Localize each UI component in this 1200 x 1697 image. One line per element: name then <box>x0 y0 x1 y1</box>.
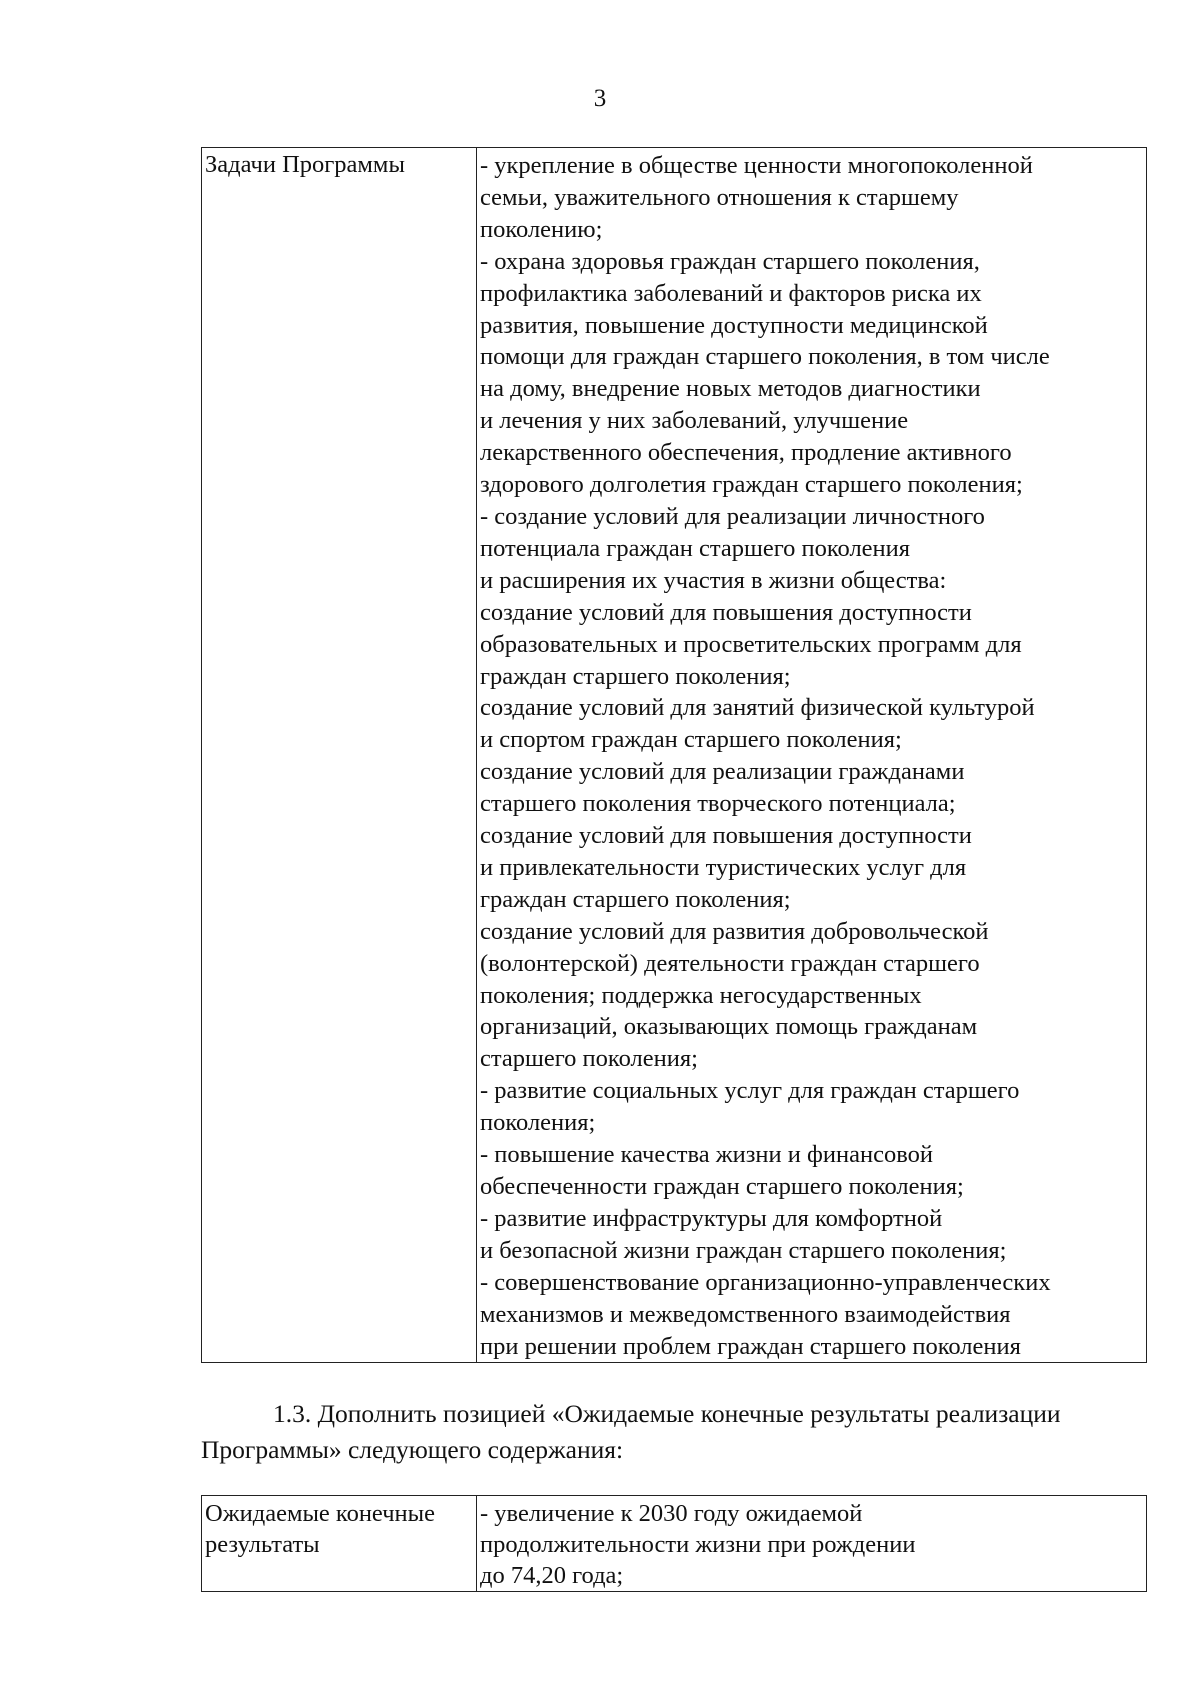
tasks-line: поколению; <box>480 215 603 243</box>
tasks-line: создание условий для занятий физической культурой <box>480 694 1035 722</box>
tasks-line: - создание условий для реализации личностного <box>480 502 985 530</box>
tasks-line: создание условий для повышения доступности <box>480 598 972 626</box>
tasks-line: - совершенствование организационно-управленческих <box>480 1268 1051 1296</box>
tasks-line: граждан старшего поколения; <box>480 662 791 690</box>
tasks-line: и лечения у них заболеваний, улучшение <box>480 407 909 435</box>
tasks-line: старшего поколения; <box>480 1045 698 1073</box>
tasks-line: механизмов и межведомственного взаимодействия <box>480 1300 1011 1328</box>
tasks-label: Задачи Программы <box>205 151 405 178</box>
tasks-line: и привлекательности туристических услуг для <box>480 853 967 881</box>
tasks-line: - развитие инфраструктуры для комфортной <box>480 1204 943 1232</box>
amendment-paragraph <box>201 1396 1146 1468</box>
tasks-line: организаций, оказывающих помощь гражданам <box>480 1013 978 1041</box>
table-row <box>202 1496 1147 1592</box>
page-number: 3 <box>593 85 607 112</box>
tasks-line: на дому, внедрение новых методов диагностики <box>480 375 981 403</box>
tasks-line: здорового долголетия граждан старшего поколения; <box>480 471 1023 499</box>
tasks-label-cell <box>202 148 477 1363</box>
results-label-cell <box>202 1496 477 1592</box>
tasks-line: и безопасной жизни граждан старшего поколения; <box>480 1236 1007 1264</box>
tasks-content-cell <box>477 148 1147 1363</box>
program-tasks-table <box>201 147 1147 1363</box>
tasks-line: - повышение качества жизни и финансовой <box>480 1141 933 1169</box>
tasks-line: профилактика заболеваний и факторов риска их <box>480 279 982 307</box>
tasks-line: создание условий для развития добровольческой <box>480 917 989 945</box>
results-line: до 74,20 года; <box>480 1562 624 1589</box>
tasks-line: образовательных и просветительских программ для <box>480 630 1022 658</box>
tasks-line: поколения; поддержка негосударственных <box>480 981 922 1009</box>
tasks-line: при решении проблем граждан старшего поколения <box>480 1332 1021 1360</box>
tasks-line: потенциала граждан старшего поколения <box>480 534 911 562</box>
tasks-line: и расширения их участия в жизни общества: <box>480 566 947 594</box>
tasks-line: развития, повышение доступности медицинской <box>480 311 988 339</box>
tasks-line: обеспеченности граждан старшего поколения; <box>480 1173 964 1200</box>
tasks-line: создание условий для повышения доступности <box>480 822 972 850</box>
tasks-line: семьи, уважительного отношения к старшему <box>480 183 959 211</box>
tasks-line: старшего поколения творческого потенциала; <box>480 790 956 818</box>
tasks-line: - развитие социальных услуг для граждан старшего <box>480 1077 1020 1105</box>
tasks-line: создание условий для реализации гражданами <box>480 758 965 786</box>
paragraph-line-2: Программы» следующего содержания: <box>201 1435 624 1464</box>
results-label-line-2: результаты <box>205 1531 320 1558</box>
tasks-line: поколения; <box>480 1109 596 1137</box>
table-row <box>202 148 1147 1363</box>
tasks-line: помощи для граждан старшего поколения, в том числе <box>480 343 1050 371</box>
paragraph-line-1: 1.3. Дополнить позицией «Ожидаемые конечные результаты реализации <box>273 1399 1061 1428</box>
tasks-line: - охрана здоровья граждан старшего поколения, <box>480 247 980 275</box>
tasks-line: лекарственного обеспечения, продление активного <box>480 439 1012 467</box>
expected-results-table <box>201 1495 1147 1592</box>
tasks-line: (волонтерской) деятельности граждан старшего <box>480 949 980 977</box>
results-label-line-1: Ожидаемые конечные <box>205 1500 435 1527</box>
tasks-line: граждан старшего поколения; <box>480 885 791 913</box>
results-line: продолжительности жизни при рождении <box>480 1531 916 1558</box>
results-line: - увеличение к 2030 году ожидаемой <box>480 1500 863 1527</box>
tasks-line: - укрепление в обществе ценности многопоколенной <box>480 152 1033 179</box>
tasks-line: и спортом граждан старшего поколения; <box>480 726 902 754</box>
results-content-cell <box>477 1496 1147 1592</box>
